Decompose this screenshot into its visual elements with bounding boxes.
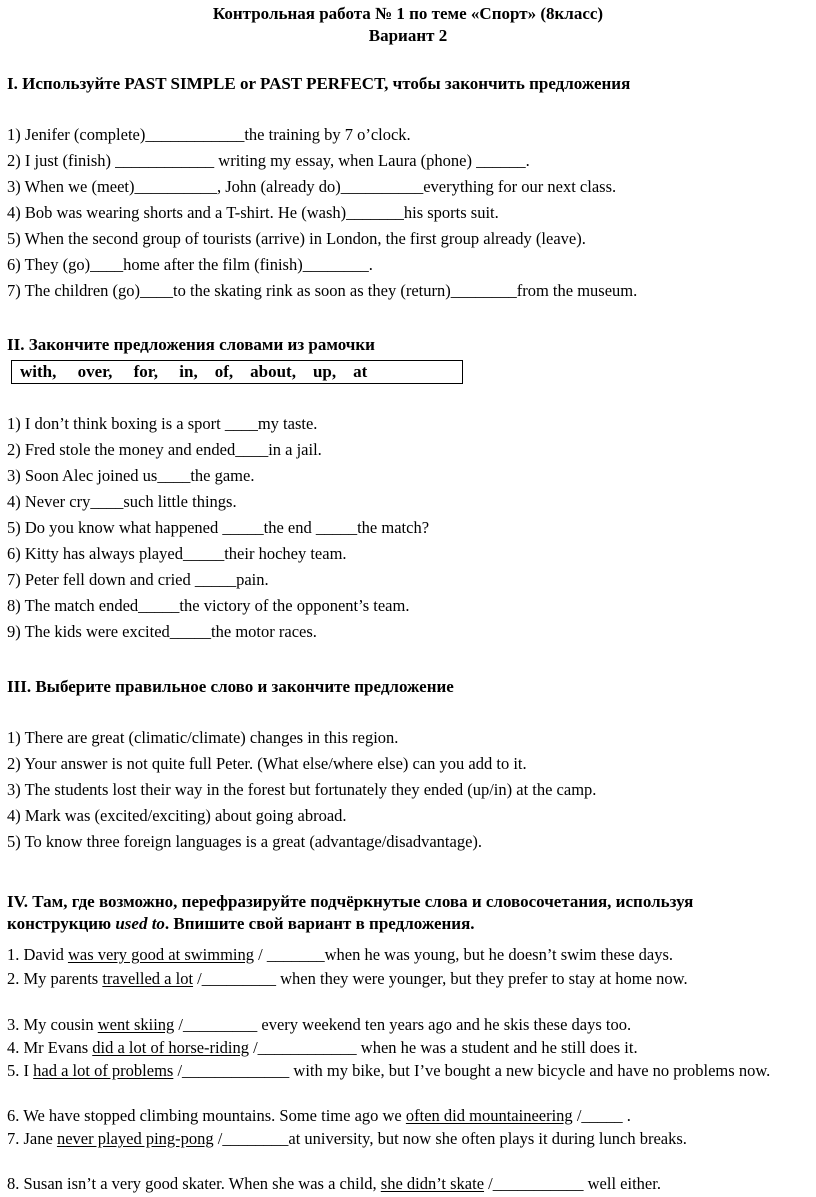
s1-item-2: 2) I just (finish) ____________ writing my essay, when Laura (phone) ______.: [7, 151, 530, 170]
s2-item-8: 8) The match ended_____the victory of the opponent’s team.: [7, 596, 410, 615]
s3-item-2: 2) Your answer is not quite full Peter. (What else/where else) can you add to it.: [7, 754, 527, 773]
section-3-title: III. Выберите правильное слово и закончите предложение: [7, 677, 454, 696]
section-4-title-line-2: конструкцию used to. Впишите свой вариант в предложения.: [7, 914, 475, 933]
s3-item-5: 5) To know three foreign languages is a great (advantage/disadvantage).: [7, 832, 483, 851]
s2-item-6: 6) Kitty has always played_____their hochey team.: [7, 544, 347, 563]
s1-item-6: 6) They (go)____home after the film (finish)________.: [7, 255, 373, 274]
section-4-title-line-1: IV. Там, где возможно, перефразируйте подчёркнутые слова и словосочетания, используя: [7, 892, 694, 911]
s2-item-5: 5) Do you know what happened _____the end _____the match?: [7, 518, 430, 537]
s4-item-3: 3. My cousin went skiing /_________ every weekend ten years ago and he skis these days too.: [7, 1015, 632, 1034]
s4-item-7: 7. Jane never played ping-pong /________at university, but now she often plays it during lunch breaks.: [7, 1129, 687, 1148]
s2-item-4: 4) Never cry____such little things.: [7, 492, 237, 511]
s4-item-1: 1. David was very good at swimming / _______when he was young, but he doesn’t swim these days.: [7, 945, 674, 964]
section-2-title: II. Закончите предложения словами из рамочки: [7, 335, 375, 354]
s2-item-9: 9) The kids were excited_____the motor races.: [7, 622, 317, 641]
s2-item-7: 7) Peter fell down and cried _____pain.: [7, 570, 269, 589]
page-title: Контрольная работа № 1 по теме «Спорт» (8класс): [212, 4, 604, 23]
s3-item-4: 4) Mark was (excited/exciting) about going abroad.: [7, 806, 347, 825]
s1-item-7: 7) The children (go)____to the skating rink as soon as they (return)________from the museum.: [7, 281, 638, 300]
s1-item-1: 1) Jenifer (complete)____________the training by 7 o’clock.: [7, 125, 411, 144]
s2-item-3: 3) Soon Alec joined us____the game.: [7, 466, 255, 485]
variant-label: Вариант 2: [368, 26, 448, 45]
s1-item-4: 4) Bob was wearing shorts and a T-shirt. He (wash)_______his sports suit.: [7, 203, 499, 222]
s1-item-5: 5) When the second group of tourists (arrive) in London, the first group already (leave).: [7, 229, 586, 248]
s4-item-2: 2. My parents travelled a lot /_________ when they were younger, but they prefer to stay at home now.: [7, 969, 688, 988]
s4-item-8: 8. Susan isn’t a very good skater. When she was a child, she didn’t skate /___________ well either.: [7, 1174, 661, 1193]
s2-item-2: 2) Fred stole the money and ended____in a jail.: [7, 440, 322, 459]
word-box: with, over, for, in, of, about, up, at: [11, 360, 463, 384]
s4-item-4: 4. Mr Evans did a lot of horse-riding /____________ when he was a student and he still does it.: [7, 1038, 638, 1057]
s3-item-1: 1) There are great (climatic/climate) changes in this region.: [7, 728, 399, 747]
s4-item-5: 5. I had a lot of problems /_____________ with my bike, but I’ve bought a new bicycle and have no problems now.: [7, 1061, 771, 1080]
s1-item-3: 3) When we (meet)__________, John (already do)__________everything for our next class.: [7, 177, 617, 196]
s3-item-3: 3) The students lost their way in the forest but fortunately they ended (up/in) at the camp.: [7, 780, 597, 799]
s2-item-1: 1) I don’t think boxing is a sport ____my taste.: [7, 414, 318, 433]
section-1-title: I. Используйте PAST SIMPLE or PAST PERFECT, чтобы закончить предложения: [7, 74, 631, 93]
s4-item-6: 6. We have stopped climbing mountains. Some time ago we often did mountaineering /_____ .: [7, 1106, 631, 1125]
